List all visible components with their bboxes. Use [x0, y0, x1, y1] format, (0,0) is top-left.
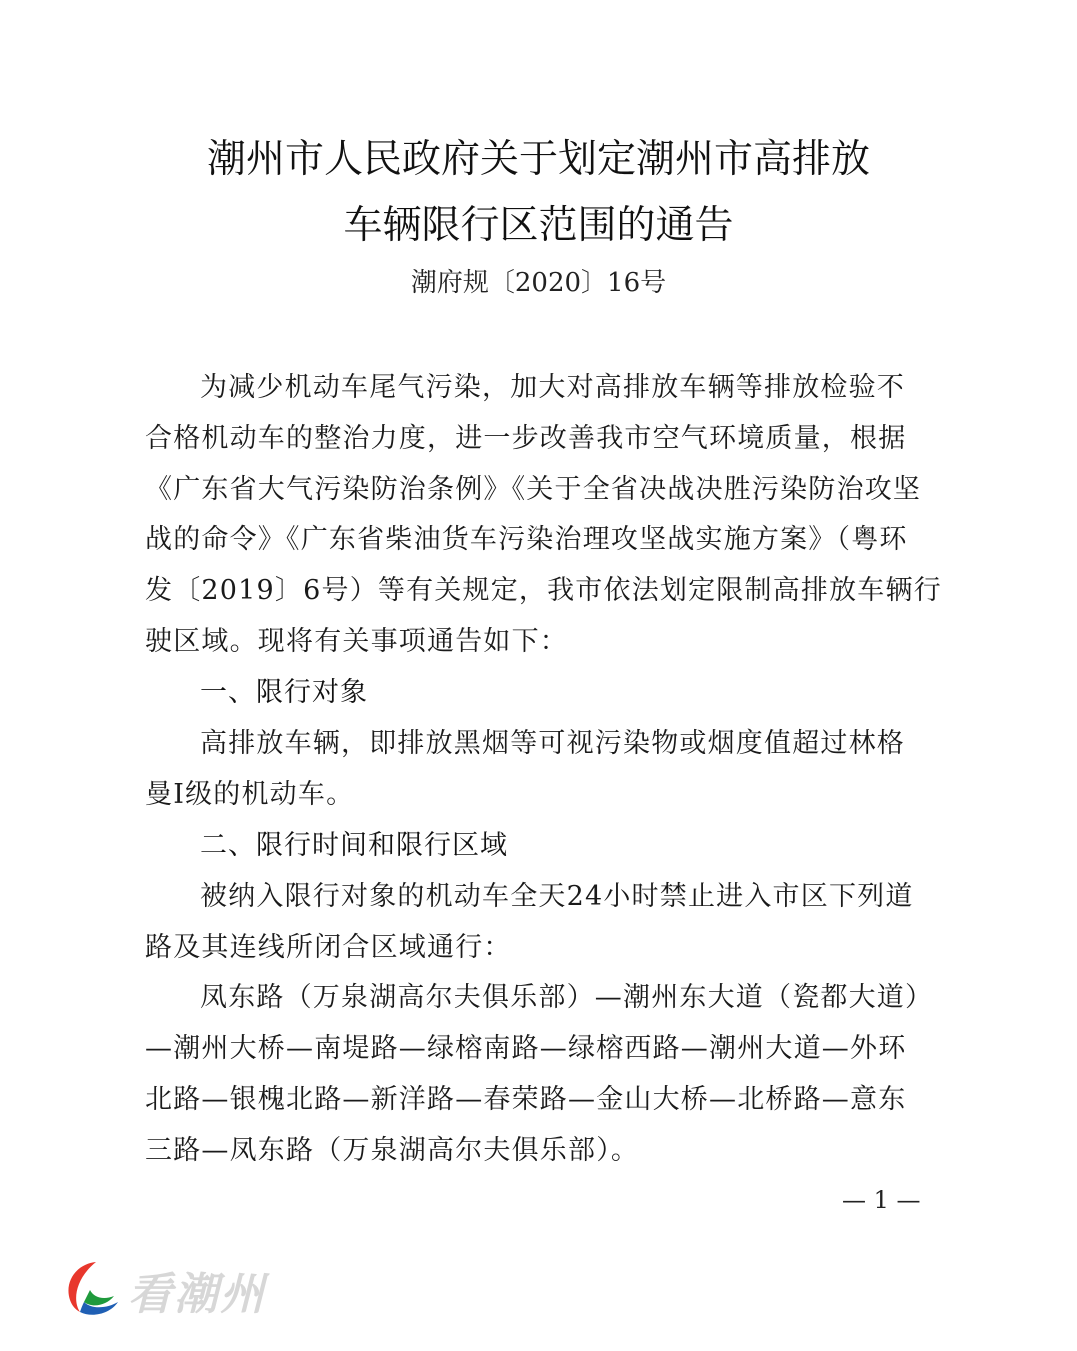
document-title-line-2: 车辆限行区范围的通告 — [343, 203, 734, 248]
paragraph-line: 战的命令》《广东省柴油货车污染治理攻坚战实施方案》（粤环 — [145, 524, 908, 555]
paragraph-line: 三路—凤东路（万泉湖高尔夫俱乐部）。 — [145, 1135, 640, 1166]
page-number: — 1 — — [842, 1186, 921, 1214]
paragraph-line: 为减少机动车尾气污染，加大对高排放车辆等排放检验不 — [200, 372, 905, 403]
watermark-text: 看潮州 — [128, 1269, 266, 1320]
section-heading-1: 一、限行对象 — [200, 677, 368, 708]
paragraph-line: 《广东省大气污染防治条例》《关于全省决战决胜污染防治攻坚 — [145, 474, 922, 505]
paragraph-line: 驶区域。现将有关事项通告如下： — [145, 626, 568, 657]
watermark-logo-icon — [62, 1258, 126, 1320]
section-heading-2: 二、限行时间和限行区域 — [200, 830, 508, 861]
watermark — [62, 1256, 322, 1322]
paragraph-line: —潮州大桥—南堤路—绿榕南路—绿榕西路—潮州大道—外环 — [145, 1033, 907, 1064]
paragraph-line: 合格机动车的整治力度，进一步改善我市空气环境质量，根据 — [145, 423, 907, 454]
document-number: 潮府规〔2020〕16号 — [410, 268, 667, 298]
paragraph-line: 北路—银槐北路—新洋路—春荣路—金山大桥—北桥路—意东 — [145, 1084, 907, 1115]
paragraph-line: 高排放车辆，即排放黑烟等可视污染物或烟度值超过林格 — [200, 728, 905, 759]
paragraph-line: 曼Ⅰ级的机动车。 — [145, 779, 355, 810]
paragraph-line: 凤东路（万泉湖高尔夫俱乐部）—潮州东大道（瓷都大道） — [200, 982, 934, 1013]
paragraph-line: 被纳入限行对象的机动车全天24小时禁止进入市区下列道 — [200, 881, 914, 912]
paragraph-line: 路及其连线所闭合区域通行： — [145, 932, 512, 963]
document-title-line-1: 潮州市人民政府关于划定潮州市高排放 — [206, 137, 870, 182]
paragraph-line: 发〔2019〕6号）等有关规定，我市依法划定限制高排放车辆行 — [145, 575, 942, 606]
